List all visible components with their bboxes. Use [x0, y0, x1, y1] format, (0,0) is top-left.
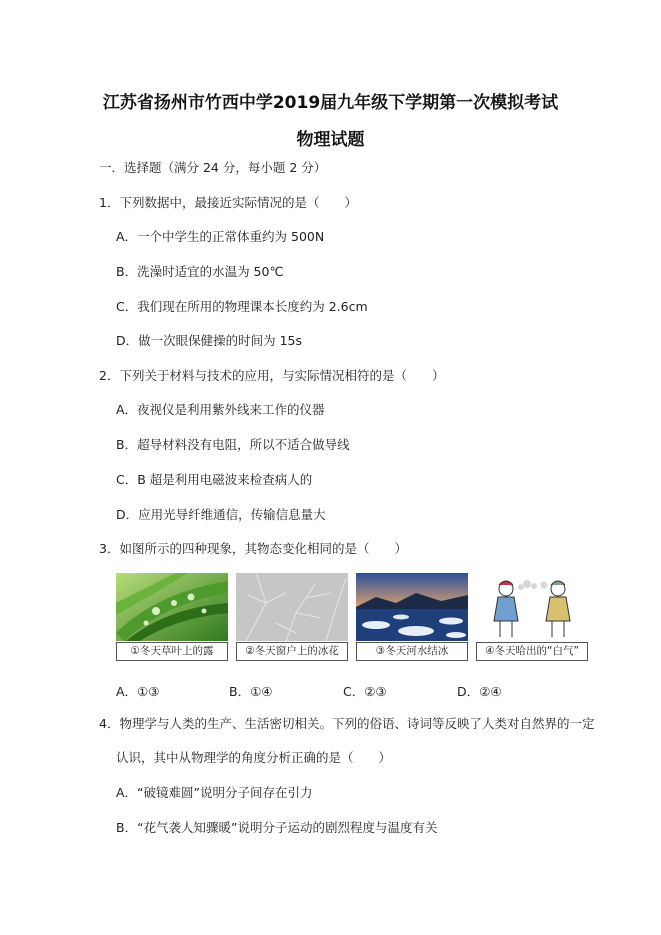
window-frost-image — [236, 573, 348, 641]
question-2-option-c: C．B 超是利用电磁波来检查病人的 — [116, 472, 313, 487]
question-2-option-d: D．应用光导纤维通信，传输信息量大 — [116, 507, 326, 522]
question-1-stem: 1．下列数据中，最接近实际情况的是（ ） — [99, 195, 357, 210]
figure-river — [356, 573, 468, 663]
question-4-stem: 4．物理学与人类的生产、生活密切相关。下列的俗语、诗词等反映了人类对自然界的一定 — [99, 716, 595, 731]
figure-2-caption: ②冬天窗户上的冰花 — [236, 642, 348, 661]
question-1-option-c: C．我们现在所用的物理课本长度约为 2.6cm — [116, 299, 368, 314]
question-1-option-d: D．做一次眼保健操的时间为 15s — [116, 333, 303, 348]
section-heading: 一．选择题（满分 24 分，每小题 2 分） — [99, 160, 327, 175]
question-3-answer-d: D．②④ — [457, 684, 502, 699]
figure-1-caption: ①冬天草叶上的露 — [116, 642, 228, 661]
dew-on-grass-image — [116, 573, 228, 641]
question-4-option-b: B．“花气袭人知骤暖”说明分子运动的剧烈程度与温度有关 — [116, 820, 438, 835]
breath-vapor-cartoon — [476, 573, 588, 641]
figure-4-caption: ④冬天哈出的“白气” — [476, 642, 588, 661]
question-2-option-b: B．超导材料没有电阻，所以不适合做导线 — [116, 437, 350, 452]
page-title: 江苏省扬州市竹西中学2019届九年级下学期第一次模拟考试 — [102, 93, 559, 113]
question-1-option-a: A．一个中学生的正常体重约为 500N — [116, 229, 325, 244]
question-3-answer-c: C．②③ — [343, 684, 387, 699]
page-subtitle: 物理试题 — [296, 130, 365, 150]
question-4-option-a: A．“破镜难圆”说明分子间存在引力 — [116, 785, 313, 800]
figure-dew — [116, 573, 228, 663]
frozen-river-image — [356, 573, 468, 641]
question-2-stem: 2．下列关于材料与技术的应用，与实际情况相符的是（ ） — [99, 368, 445, 383]
question-3-answer-a: A．①③ — [116, 684, 160, 699]
figure-breath — [476, 573, 588, 663]
question-3-answer-b: B．①④ — [229, 684, 273, 699]
question-3-figures — [116, 573, 586, 663]
question-3-stem: 3．如图所示的四种现象，其物态变化相同的是（ ） — [99, 541, 407, 556]
figure-frost — [236, 573, 348, 663]
question-2-option-a: A．夜视仪是利用紫外线来工作的仪器 — [116, 402, 325, 417]
figure-3-caption: ③冬天河水结冰 — [356, 642, 468, 661]
question-4-stem-continued: 认识，其中从物理学的角度分析正确的是（ ） — [116, 750, 392, 765]
question-1-option-b: B．洗澡时适宜的水温为 50℃ — [116, 264, 284, 279]
